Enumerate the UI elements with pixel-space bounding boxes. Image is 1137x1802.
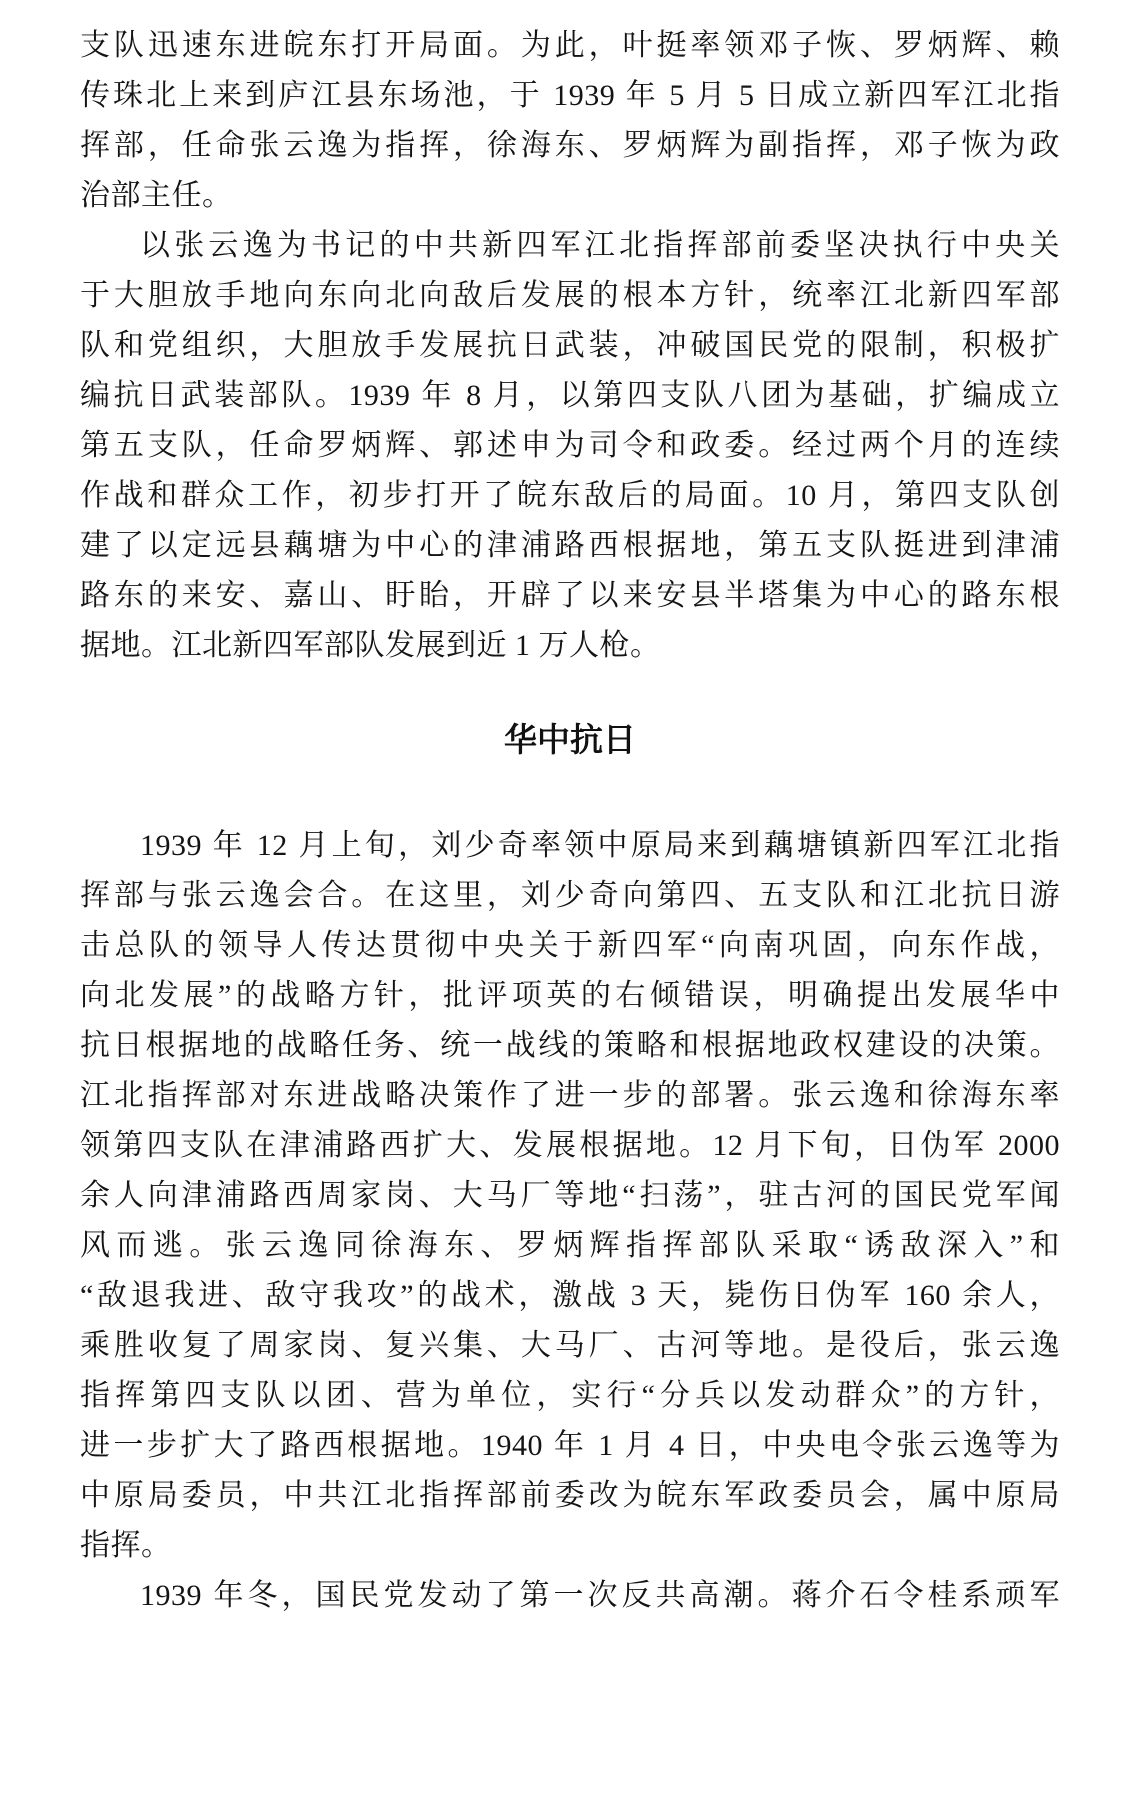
text-line: 以张云逸为书记的中共新四军江北指挥部前委坚决执行中央关 [140, 229, 1060, 262]
text-line: 击总队的领导人传达贯彻中央关于新四军“向南巩固，向东作战， [80, 929, 1060, 962]
paragraph-4 [80, 1571, 1060, 1621]
text-line: 指挥。 [80, 1529, 172, 1562]
text-line: 作战和群众工作，初步打开了皖东敌后的局面。10 月，第四支队创 [80, 479, 1060, 512]
text-line: 进一步扩大了路西根据地。1940 年 1 月 4 日，中央电令张云逸等为 [80, 1429, 1060, 1462]
text-line: 挥部与张云逸会合。在这里，刘少奇向第四、五支队和江北抗日游 [80, 879, 1060, 912]
text-line: 指挥第四支队以团、营为单位，实行“分兵以发动群众”的方针， [80, 1379, 1060, 1412]
text-line: 向北发展”的战略方针，批评项英的右倾错误，明确提出发展华中 [80, 979, 1060, 1012]
text-line: 传珠北上来到庐江县东场池，于 1939 年 5 月 5 日成立新四军江北指 [80, 79, 1060, 112]
text-line: 1939 年 12 月上旬，刘少奇率领中原局来到藕塘镇新四军江北指 [140, 829, 1060, 862]
text-line: 支队迅速东进皖东打开局面。为此，叶挺率领邓子恢、罗炳辉、赖 [80, 29, 1060, 62]
text-line: 编抗日武装部队。1939 年 8 月，以第四支队八团为基础，扩编成立 [80, 379, 1060, 412]
text-line: 建了以定远县藕塘为中心的津浦路西根据地，第五支队挺进到津浦 [80, 529, 1060, 562]
text-line: 余人向津浦路西周家岗、大马厂等地“扫荡”，驻古河的国民党军闻 [80, 1179, 1060, 1212]
text-line: “敌退我进、敌守我攻”的战术，激战 3 天，毙伤日伪军 160 余人， [80, 1279, 1060, 1312]
text-line: 领第四支队在津浦路西扩大、发展根据地。12 月下旬，日伪军 2000 [80, 1129, 1060, 1162]
text-line: 挥部，任命张云逸为指挥，徐海东、罗炳辉为副指挥，邓子恢为政 [80, 129, 1060, 162]
paragraph-3 [80, 821, 1060, 1571]
text-line: 乘胜收复了周家岗、复兴集、大马厂、古河等地。是役后，张云逸 [80, 1329, 1060, 1362]
text-line: 队和党组织，大胆放手发展抗日武装，冲破国民党的限制，积极扩 [80, 329, 1060, 362]
text-line: 据地。江北新四军部队发展到近 1 万人枪。 [80, 629, 661, 662]
section-heading: 华中抗日 [504, 723, 636, 759]
paragraph-2 [80, 221, 1060, 671]
text-line: 路东的来安、嘉山、盱眙，开辟了以来安县半塔集为中心的路东根 [80, 579, 1060, 612]
text-line: 中原局委员，中共江北指挥部前委改为皖东军政委员会，属中原局 [80, 1479, 1060, 1512]
text-line: 于大胆放手地向东向北向敌后发展的根本方针，统率江北新四军部 [80, 279, 1060, 312]
text-line: 江北指挥部对东进战略决策作了进一步的部署。张云逸和徐海东率 [80, 1079, 1060, 1112]
text-line: 风而逃。张云逸同徐海东、罗炳辉指挥部队采取“诱敌深入”和 [80, 1229, 1060, 1262]
text-line: 第五支队，任命罗炳辉、郭述申为司令和政委。经过两个月的连续 [80, 429, 1060, 462]
text-line: 治部主任。 [80, 179, 233, 212]
text-line: 抗日根据地的战略任务、统一战线的策略和根据地政权建设的决策。 [80, 1029, 1060, 1062]
paragraph-1 [80, 21, 1060, 221]
text-block [80, 21, 1060, 1621]
text-line: 1939 年冬，国民党发动了第一次反共高潮。蒋介石令桂系顽军 [140, 1579, 1060, 1612]
